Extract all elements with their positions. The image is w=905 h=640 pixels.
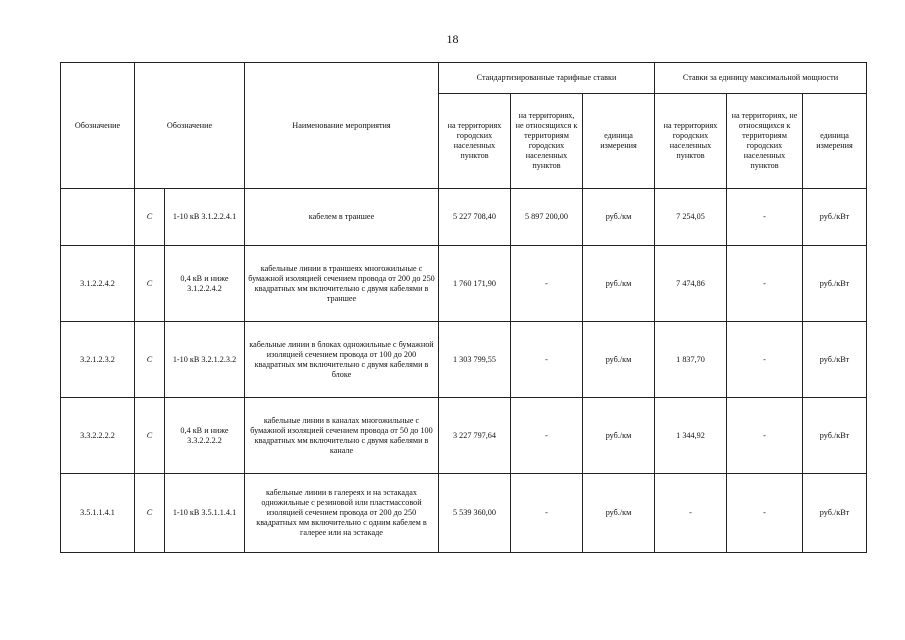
row-code: 3.2.1.2.3.2 [61,322,135,398]
row-power-urban: 7 474,86 [655,246,727,322]
row-letter: С [135,322,165,398]
page-number: 18 [446,32,459,46]
row-activity-name: кабелем в траншее [245,189,439,246]
row-std-urban: 5 539 360,00 [439,474,511,553]
row-std-non-urban: - [511,398,583,474]
row-power-urban: 1 837,70 [655,322,727,398]
table-row [61,189,867,246]
row-power-unit: руб./кВт [803,189,867,246]
row-activity-name: кабельные линии в траншеях многожильные с бумажной изоляцией сечением провода от 200 до 250 квадратных мм включительно с двумя кабелями в траншее [245,246,439,322]
row-level: 1-10 кВ 3.5.1.1.4.1 [165,474,245,553]
table-row [61,322,867,398]
row-level: 0,4 кВ и ниже 3.1.2.2.4.2 [165,246,245,322]
row-std-unit: руб./км [583,246,655,322]
row-code: 3.5.1.1.4.1 [61,474,135,553]
table-row [61,398,867,474]
row-power-unit: руб./кВт [803,398,867,474]
header-std-unit: единица измерения [583,94,655,189]
header-std-rates-group: Стандартизированные тарифные ставки [439,63,655,94]
row-level: 1-10 кВ 3.2.1.2.3.2 [165,322,245,398]
row-letter: С [135,474,165,553]
row-letter: С [135,189,165,246]
row-power-non-urban: - [727,398,803,474]
row-activity-name: кабельные линии в блоках одножильные с бумажной изоляцией сечением провода от 100 до 200 квадратных мм включительно с двумя кабелями в блоке [245,322,439,398]
header-max-power-group: Ставки за единицу максимальной мощности [655,63,867,94]
row-std-unit: руб./км [583,398,655,474]
row-std-non-urban: 5 897 200,00 [511,189,583,246]
tariff-table [60,62,867,553]
row-power-non-urban: - [727,246,803,322]
header-power-unit: единица измерения [803,94,867,189]
row-activity-name: кабельные линии в каналах многожильные с бумажной изоляцией сечением провода от 50 до 100 квадратных мм включительно с двумя кабелями в канале [245,398,439,474]
row-std-urban: 3 227 797,64 [439,398,511,474]
table-row [61,246,867,322]
header-std-non-urban: на территориях, не относящихся к территориям городских населенных пунктов [511,94,583,189]
row-letter: С [135,246,165,322]
row-letter: С [135,398,165,474]
row-activity-name: кабельные линии в галереях и на эстакадах одножильные с резиновой или пластмассовой изоляцией сечением провода от 200 до 250 квадратных мм включительно с одним кабелем в галерее или на эстакаде [245,474,439,553]
header-activity-name: Наименование мероприятия [245,63,439,189]
row-std-urban: 1 760 171,90 [439,246,511,322]
row-power-urban: 7 254,05 [655,189,727,246]
row-level: 1-10 кВ 3.1.2.2.4.1 [165,189,245,246]
row-std-unit: руб./км [583,189,655,246]
row-std-non-urban: - [511,322,583,398]
row-std-non-urban: - [511,474,583,553]
row-std-non-urban: - [511,246,583,322]
row-code [61,189,135,246]
table-row [61,474,867,553]
row-power-urban: 1 344,92 [655,398,727,474]
row-power-unit: руб./кВт [803,322,867,398]
header-power-urban: на территориях городских населенных пунктов [655,94,727,189]
row-code: 3.3.2.2.2.2 [61,398,135,474]
header-std-urban: на территориях городских населенных пунктов [439,94,511,189]
row-std-unit: руб./км [583,474,655,553]
row-power-non-urban: - [727,322,803,398]
row-std-unit: руб./км [583,322,655,398]
row-power-non-urban: - [727,189,803,246]
row-code: 3.1.2.2.4.2 [61,246,135,322]
row-power-non-urban: - [727,474,803,553]
row-power-unit: руб./кВт [803,474,867,553]
header-designation-1: Обозначение [61,63,135,189]
row-power-unit: руб./кВт [803,246,867,322]
row-std-urban: 1 303 799,55 [439,322,511,398]
row-level: 0,4 кВ и ниже 3.3.2.2.2.2 [165,398,245,474]
header-power-non-urban: на территориях, не относящихся к территориям городских населенных пунктов [727,94,803,189]
row-std-urban: 5 227 708,40 [439,189,511,246]
header-designation-2: Обозначение [135,63,245,189]
row-power-urban: - [655,474,727,553]
